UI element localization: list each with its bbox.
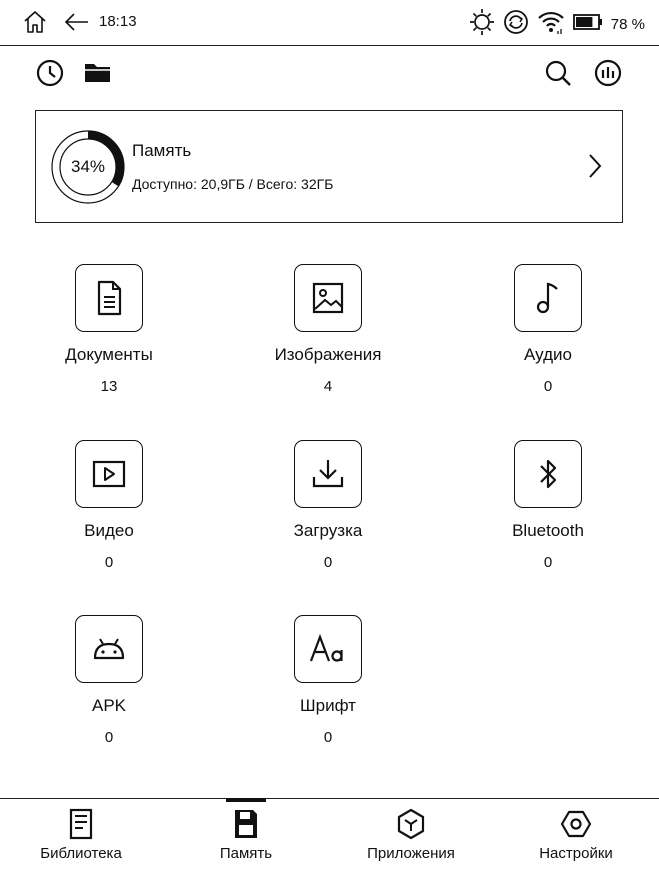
nav-label: Приложения <box>367 845 455 862</box>
category-audio[interactable] <box>458 264 638 396</box>
nav-label: Библиотека <box>40 845 122 862</box>
active-tab-indicator <box>226 798 266 802</box>
status-bar <box>0 0 659 46</box>
storage-details: Доступно: 20,9ГБ / Всего: 32ГБ <box>132 176 334 192</box>
category-label: Bluetooth <box>512 521 584 540</box>
frontlight-icon[interactable] <box>469 8 495 41</box>
library-icon <box>6 807 156 841</box>
category-video[interactable] <box>19 440 199 572</box>
wifi-icon <box>537 9 565 40</box>
category-count: 0 <box>104 554 114 571</box>
category-count: 0 <box>543 554 553 571</box>
bluetooth-icon <box>514 440 582 508</box>
category-documents[interactable] <box>19 264 199 396</box>
bottom-navigation <box>0 798 659 877</box>
category-downloads[interactable] <box>238 440 418 572</box>
storage-summary-card[interactable] <box>35 110 623 223</box>
category-label: Документы <box>65 345 153 364</box>
category-bluetooth[interactable] <box>458 440 638 572</box>
back-arrow-icon[interactable] <box>64 11 90 38</box>
category-apk[interactable] <box>19 615 199 747</box>
nav-label: Настройки <box>539 845 613 862</box>
category-images[interactable] <box>238 264 418 396</box>
sync-icon[interactable] <box>503 9 529 40</box>
category-label: APK <box>91 696 127 715</box>
video-icon <box>75 440 143 508</box>
home-icon[interactable] <box>22 10 48 39</box>
category-label: Изображения <box>274 345 382 364</box>
settings-icon <box>501 807 651 841</box>
storage-analysis-icon[interactable] <box>593 58 623 88</box>
music-note-icon <box>514 264 582 332</box>
category-label: Аудио <box>524 345 572 364</box>
category-label: Видео <box>84 521 134 540</box>
category-count: 4 <box>323 378 333 395</box>
recent-history-icon[interactable] <box>35 58 65 88</box>
apps-icon <box>336 807 486 841</box>
android-icon <box>75 615 143 683</box>
search-icon[interactable] <box>543 58 573 88</box>
nav-apps[interactable] <box>336 807 486 862</box>
font-icon <box>294 615 362 683</box>
chevron-right-icon <box>586 151 604 186</box>
storage-title: Память <box>132 141 192 160</box>
image-icon <box>294 264 362 332</box>
category-label: Шрифт <box>300 696 356 715</box>
category-count: 13 <box>100 378 118 395</box>
download-icon <box>294 440 362 508</box>
category-fonts[interactable] <box>238 615 418 747</box>
nav-storage[interactable] <box>171 807 321 862</box>
battery-percent: 78 % <box>610 16 645 33</box>
category-count: 0 <box>323 729 333 746</box>
category-count: 0 <box>543 378 553 395</box>
category-count: 0 <box>323 554 333 571</box>
battery-icon <box>573 13 603 36</box>
folder-icon[interactable] <box>83 58 113 88</box>
nav-settings[interactable] <box>501 807 651 862</box>
nav-library[interactable] <box>6 807 156 862</box>
category-label: Загрузка <box>293 521 363 540</box>
storage-icon <box>171 807 321 841</box>
category-count: 0 <box>104 729 114 746</box>
nav-label: Память <box>219 845 273 862</box>
storage-percent: 34% <box>70 157 106 176</box>
document-icon <box>75 264 143 332</box>
clock-time: 18:13 <box>99 13 137 30</box>
